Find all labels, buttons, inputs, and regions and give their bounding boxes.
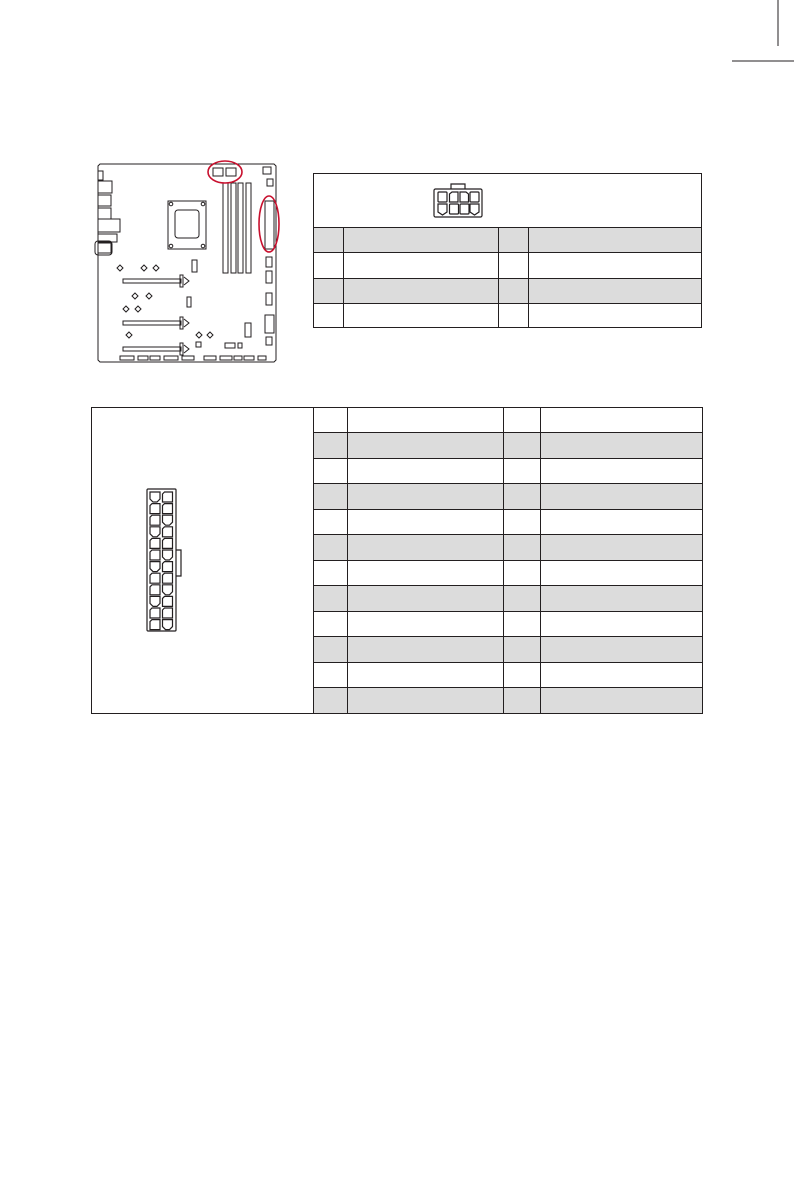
signal-name-cell bbox=[347, 484, 503, 510]
pin-number-cell bbox=[503, 509, 540, 535]
signal-name-cell bbox=[540, 458, 702, 484]
connector-pin bbox=[150, 596, 160, 606]
cpu-power-panel bbox=[313, 173, 702, 328]
pin-number-cell bbox=[314, 408, 347, 433]
pin-number-cell bbox=[503, 560, 540, 586]
connector-pin bbox=[150, 527, 160, 537]
pin-number-cell bbox=[314, 662, 347, 688]
pin-number-cell bbox=[503, 433, 540, 459]
connector-pin bbox=[163, 504, 173, 514]
pin-number-cell bbox=[503, 535, 540, 561]
connector-pin bbox=[150, 620, 160, 630]
connector-pin bbox=[150, 538, 160, 548]
table-row bbox=[314, 509, 702, 535]
atx-power-pin-table bbox=[314, 408, 702, 713]
signal-name-cell bbox=[540, 662, 702, 688]
table-row bbox=[314, 253, 701, 278]
signal-name-cell bbox=[347, 662, 503, 688]
connector-pin bbox=[150, 504, 160, 514]
pin-number-cell bbox=[314, 586, 347, 612]
connector-pin bbox=[163, 585, 173, 595]
signal-name-cell bbox=[347, 408, 503, 433]
pin-number-cell bbox=[314, 278, 343, 303]
pin-number-cell bbox=[503, 637, 540, 663]
pin-number-cell bbox=[314, 611, 347, 637]
connector-pin bbox=[150, 585, 160, 595]
connector-image-area bbox=[314, 174, 701, 227]
pin-number-cell bbox=[314, 458, 347, 484]
pin-number-cell bbox=[314, 509, 347, 535]
connector-pin bbox=[163, 620, 173, 630]
signal-name-cell bbox=[343, 303, 498, 328]
connector-pin bbox=[150, 515, 160, 525]
signal-name-cell bbox=[347, 433, 503, 459]
cpu-power-pin-table bbox=[314, 227, 701, 328]
connector-pin bbox=[163, 515, 173, 525]
table-row bbox=[314, 560, 702, 586]
signal-name-cell bbox=[540, 484, 702, 510]
pin-number-cell bbox=[314, 253, 343, 278]
signal-name-cell bbox=[540, 586, 702, 612]
24-pin-connector-icon bbox=[146, 488, 186, 633]
pin-number-cell bbox=[314, 688, 347, 713]
pin-number-cell bbox=[498, 253, 528, 278]
connector-pin bbox=[163, 608, 173, 618]
signal-name-cell bbox=[540, 433, 702, 459]
signal-name-cell bbox=[540, 560, 702, 586]
signal-name-cell bbox=[528, 228, 701, 253]
signal-name-cell bbox=[347, 688, 503, 713]
atx-power-panel bbox=[91, 407, 703, 714]
pin-number-cell bbox=[314, 433, 347, 459]
pin-number-cell bbox=[503, 662, 540, 688]
8-pin-connector-icon bbox=[433, 182, 483, 219]
pin-number-cell bbox=[503, 688, 540, 713]
connector-pin bbox=[163, 538, 173, 548]
signal-name-cell bbox=[528, 303, 701, 328]
pin-number-cell bbox=[503, 408, 540, 433]
table-row bbox=[314, 535, 702, 561]
table-row bbox=[314, 586, 702, 612]
pin-number-cell bbox=[498, 228, 528, 253]
table-row bbox=[314, 408, 702, 433]
connector-pin bbox=[150, 608, 160, 618]
signal-name-cell bbox=[528, 278, 701, 303]
signal-name-cell bbox=[343, 278, 498, 303]
table-row bbox=[314, 228, 701, 253]
pin-number-cell bbox=[314, 560, 347, 586]
pin-number-cell bbox=[314, 228, 343, 253]
table-row bbox=[314, 278, 701, 303]
pin-number-cell bbox=[314, 484, 347, 510]
connector-pin bbox=[150, 492, 160, 502]
connector-image-area bbox=[92, 408, 314, 713]
connector-pin bbox=[150, 550, 160, 560]
connector-pin bbox=[163, 573, 173, 583]
connector-pin bbox=[163, 596, 173, 606]
connector-pin bbox=[150, 573, 160, 583]
pin-number-cell bbox=[314, 303, 343, 328]
connector-pin bbox=[163, 492, 173, 502]
connector-pin bbox=[163, 562, 173, 572]
signal-name-cell bbox=[540, 535, 702, 561]
signal-name-cell bbox=[540, 408, 702, 433]
table-row bbox=[314, 688, 702, 713]
signal-name-cell bbox=[540, 637, 702, 663]
table-row bbox=[314, 303, 701, 328]
pin-number-cell bbox=[314, 535, 347, 561]
signal-name-cell bbox=[540, 688, 702, 713]
table-row bbox=[314, 637, 702, 663]
pin-number-cell bbox=[503, 484, 540, 510]
table-row bbox=[314, 433, 702, 459]
signal-name-cell bbox=[347, 509, 503, 535]
table-row bbox=[314, 458, 702, 484]
connector-pin bbox=[163, 527, 173, 537]
signal-name-cell bbox=[347, 637, 503, 663]
pin-number-cell bbox=[503, 458, 540, 484]
pin-number-cell bbox=[498, 303, 528, 328]
signal-name-cell bbox=[540, 509, 702, 535]
signal-name-cell bbox=[343, 228, 498, 253]
signal-name-cell bbox=[347, 535, 503, 561]
table-row bbox=[314, 662, 702, 688]
connector-pin bbox=[163, 550, 173, 560]
connector-pin bbox=[150, 562, 160, 572]
table-row bbox=[314, 611, 702, 637]
crop-mark-icon bbox=[732, 0, 794, 62]
pin-number-cell bbox=[503, 586, 540, 612]
signal-name-cell bbox=[347, 586, 503, 612]
signal-name-cell bbox=[347, 560, 503, 586]
pin-number-cell bbox=[498, 278, 528, 303]
signal-name-cell bbox=[347, 611, 503, 637]
signal-name-cell bbox=[347, 458, 503, 484]
signal-name-cell bbox=[528, 253, 701, 278]
motherboard-diagram bbox=[92, 157, 285, 369]
pin-number-cell bbox=[503, 611, 540, 637]
table-row bbox=[314, 484, 702, 510]
pin-number-cell bbox=[314, 637, 347, 663]
signal-name-cell bbox=[540, 611, 702, 637]
signal-name-cell bbox=[343, 253, 498, 278]
